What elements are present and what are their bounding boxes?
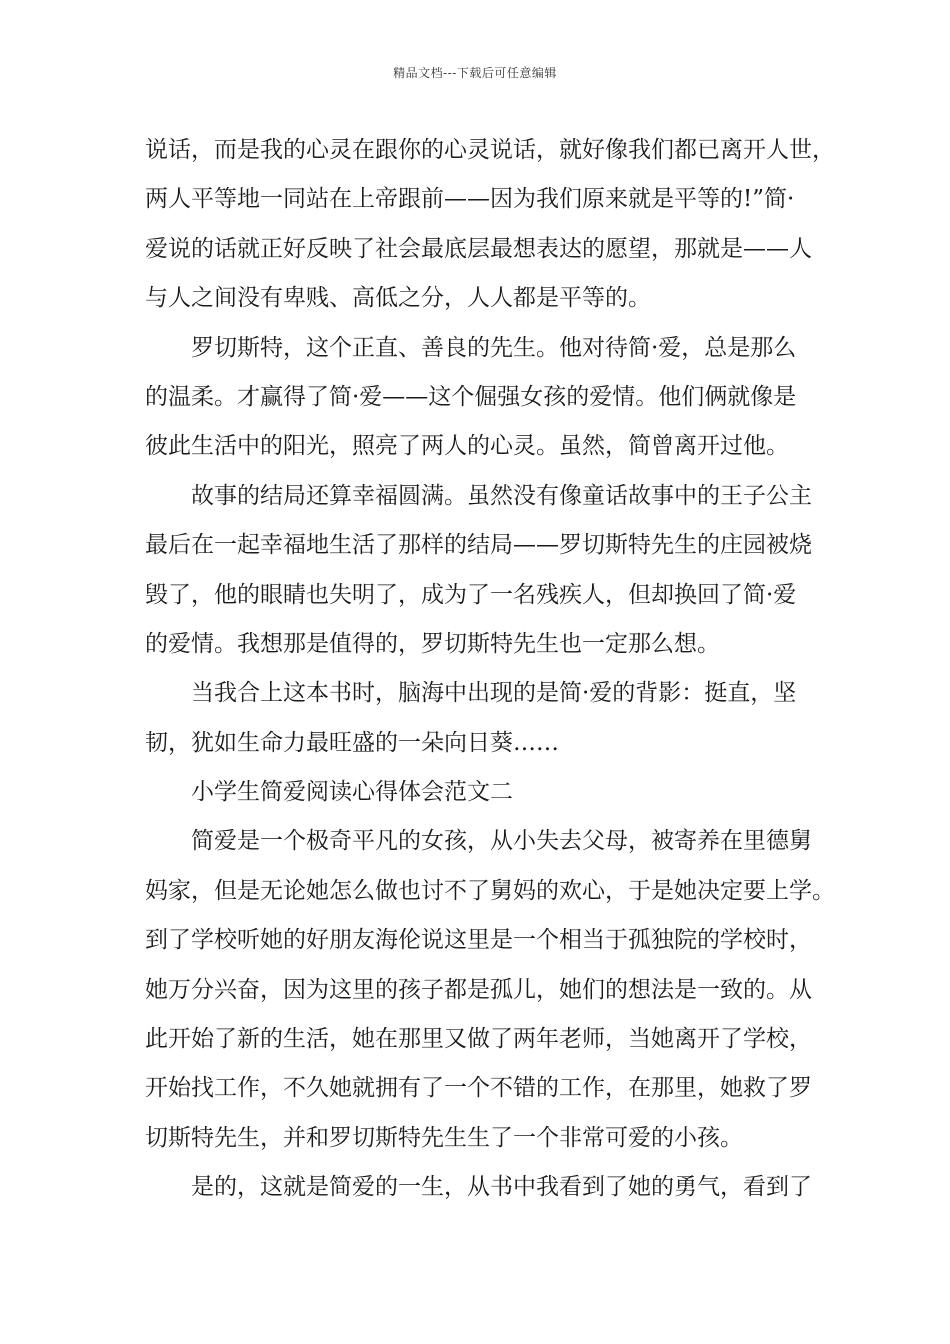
text-line: 她万分兴奋，因为这里的孩子都是孤儿，她们的想法是一致的。从 — [145, 976, 812, 1003]
page-header: 精品文档---下载后可任意编辑 — [393, 66, 557, 80]
text-line: 小学生简爱阅读心得体会范文二 — [191, 779, 513, 806]
text-line: 此开始了新的生活，她在那里又做了两年老师，当她离开了学校， — [145, 1026, 812, 1053]
text-line: 毁了，他的眼睛也失明了，成为了一名残疾人，但却换回了简·爱 — [145, 581, 797, 608]
text-line: 说话，而是我的心灵在跟你的心灵说话，就好像我们都已离开人世， — [145, 137, 835, 163]
text-line: 妈家，但是无论她怎么做也讨不了舅妈的欢心，于是她决定要上学。 — [145, 877, 835, 904]
text-line: 韧，犹如生命力最旺盛的一朵向日葵…… — [145, 729, 559, 756]
text-line: 爱说的话就正好反映了社会最底层最想表达的愿望，那就是——人 — [145, 235, 812, 262]
document-body — [145, 130, 835, 1217]
text-line: 罗切斯特，这个正直、善良的先生。他对待简·爱，总是那么 — [191, 334, 797, 361]
text-line: 与人之间没有卑贱、高低之分，人人都是平等的。 — [145, 285, 651, 312]
text-line: 的温柔。才赢得了简·爱——这个倔强女孩的爱情。他们俩就像是 — [145, 383, 797, 410]
text-line: 到了学校听她的好朋友海伦说这里是一个相当于孤独院的学校时， — [145, 927, 812, 954]
text-line: 切斯特先生，并和罗切斯特先生生了一个非常可爱的小孩。 — [145, 1124, 743, 1151]
text-line: 简爱是一个极奇平凡的女孩，从小失去父母，被寄养在里德舅 — [191, 828, 812, 855]
text-line: 彼此生活中的阳光，照亮了两人的心灵。虽然，简曾离开过他。 — [145, 433, 789, 460]
text-line: 最后在一起幸福地生活了那样的结局——罗切斯特先生的庄园被烧 — [145, 532, 812, 559]
text-line: 的爱情。我想那是值得的，罗切斯特先生也一定那么想。 — [145, 630, 720, 657]
text-line: 两人平等地一同站在上帝跟前——因为我们原来就是平等的!”简· — [145, 186, 795, 213]
text-line: 开始找工作，不久她就拥有了一个不错的工作，在那里，她救了罗 — [145, 1075, 812, 1102]
text-line: 故事的结局还算幸福圆满。虽然没有像童话故事中的王子公主 — [191, 482, 812, 509]
text-line: 当我合上这本书时，脑海中出现的是简·爱的背影：挺直，坚 — [191, 680, 797, 707]
text-line: 是的，这就是简爱的一生，从书中我看到了她的勇气，看到了 — [191, 1174, 812, 1201]
